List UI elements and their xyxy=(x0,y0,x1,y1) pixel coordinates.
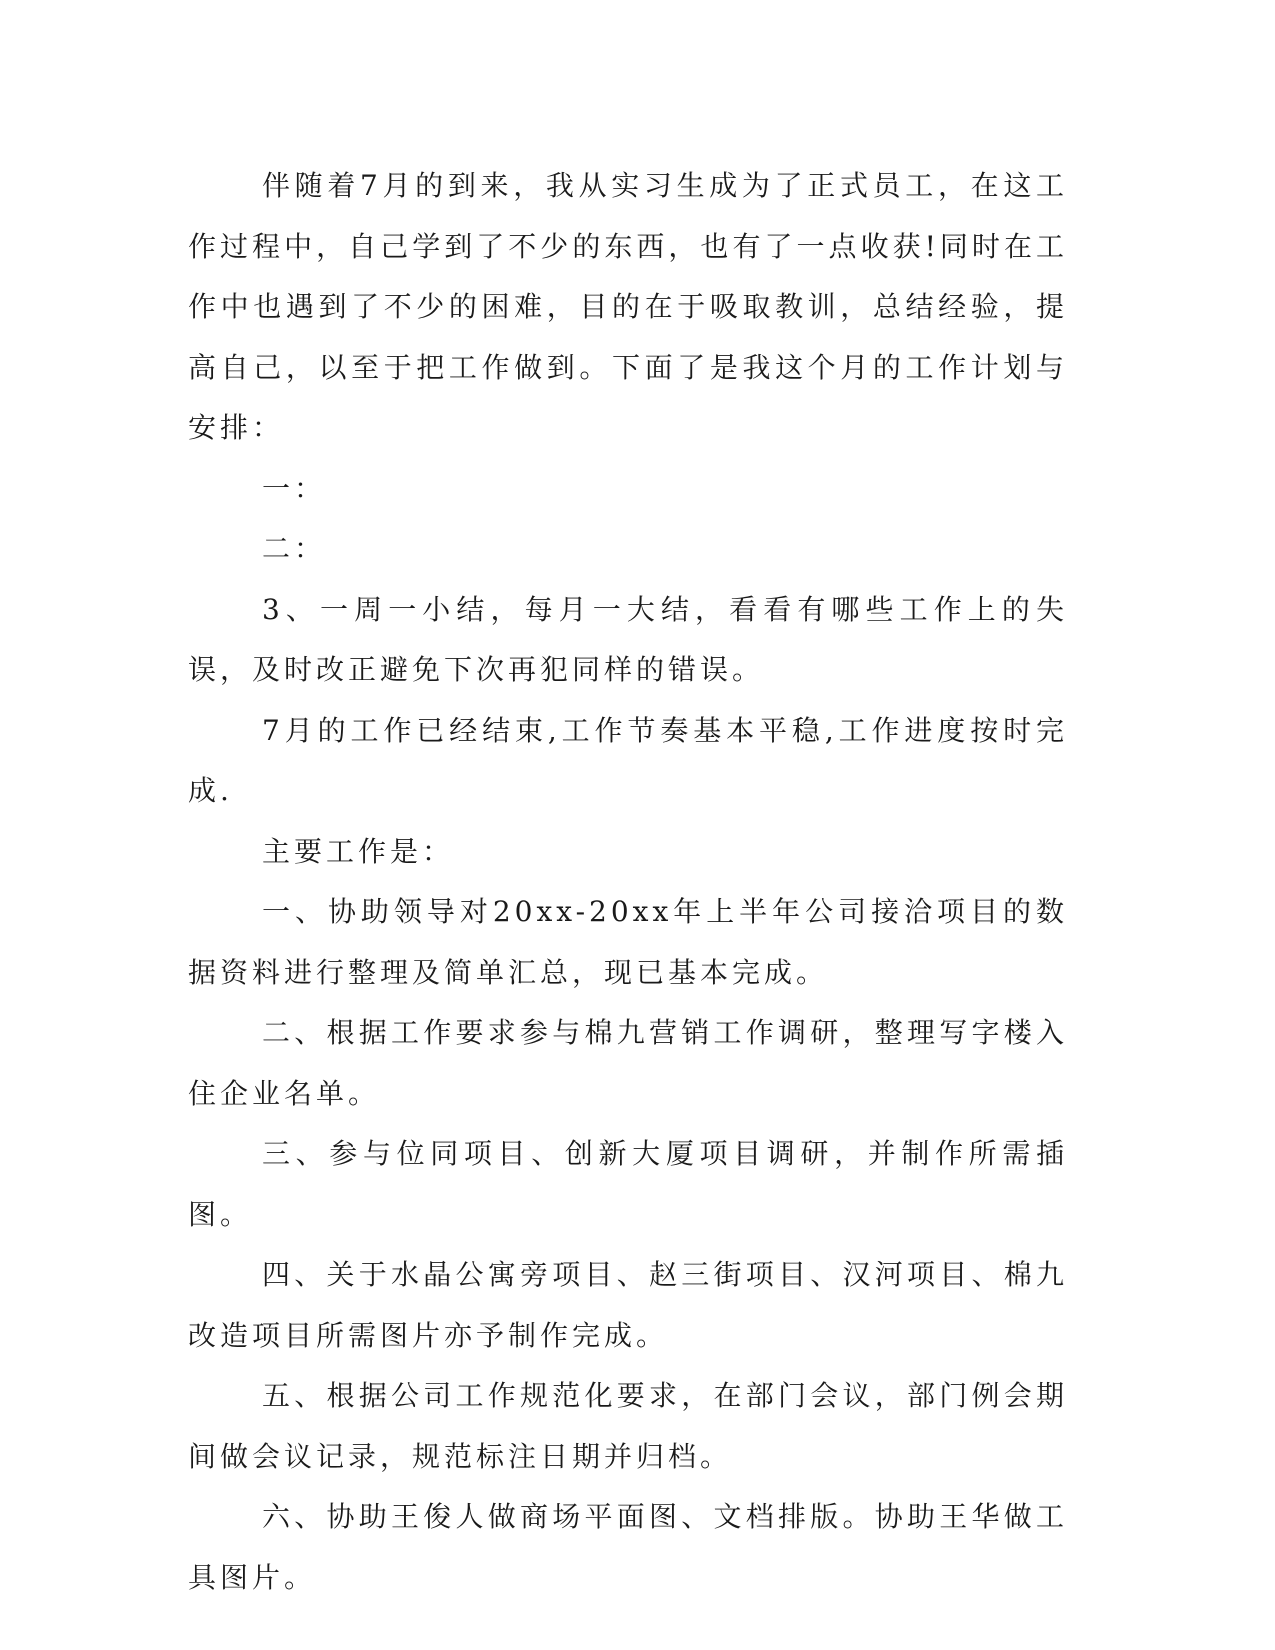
paragraph-work-item-2: 二、根据工作要求参与棉九营销工作调研，整理写字楼入住企业名单。 xyxy=(188,1016,1068,1110)
paragraph-plan-item-2: 二： xyxy=(262,532,327,565)
paragraph-main-work-heading: 主要工作是： xyxy=(262,834,455,868)
paragraph-work-item-4: 四、关于水晶公寓旁项目、赵三街项目、汉河项目、棉九改造项目所需图片亦予制作完成。 xyxy=(188,1258,1068,1352)
paragraph-plan-item-3: 3、一周一小结，每月一大结，看看有哪些工作上的失误，及时改正避免下次再犯同样的错误。 xyxy=(188,592,1068,686)
document-body xyxy=(188,156,1068,1608)
paragraph-summary: 7月的工作已经结束,工作节奏基本平稳,工作进度按时完成. xyxy=(188,713,1068,807)
paragraph-intro: 伴随着7月的到来，我从实习生成为了正式员工，在这工作过程中，自己学到了不少的东西，也有了一点收获!同时在工作中也遇到了不少的困难，目的在于吸取教训，总结经验，提高自己，以至于把工作做到。下面了是我这个月的工作计划与安排： xyxy=(188,169,1068,444)
paragraph-work-item-1: 一、协助领导对20xx-20xx年上半年公司接洽项目的数据资料进行整理及简单汇总，现已基本完成。 xyxy=(188,895,1068,989)
paragraph-work-item-6: 六、协助王俊人做商场平面图、文档排版。协助王华做工具图片。 xyxy=(188,1500,1068,1594)
paragraph-plan-item-1: 一： xyxy=(262,471,327,505)
paragraph-work-item-5: 五、根据公司工作规范化要求，在部门会议，部门例会期间做会议记录，规范标注日期并归档。 xyxy=(188,1379,1068,1473)
paragraph-work-item-3: 三、参与位同项目、创新大厦项目调研，并制作所需插图。 xyxy=(188,1137,1068,1231)
